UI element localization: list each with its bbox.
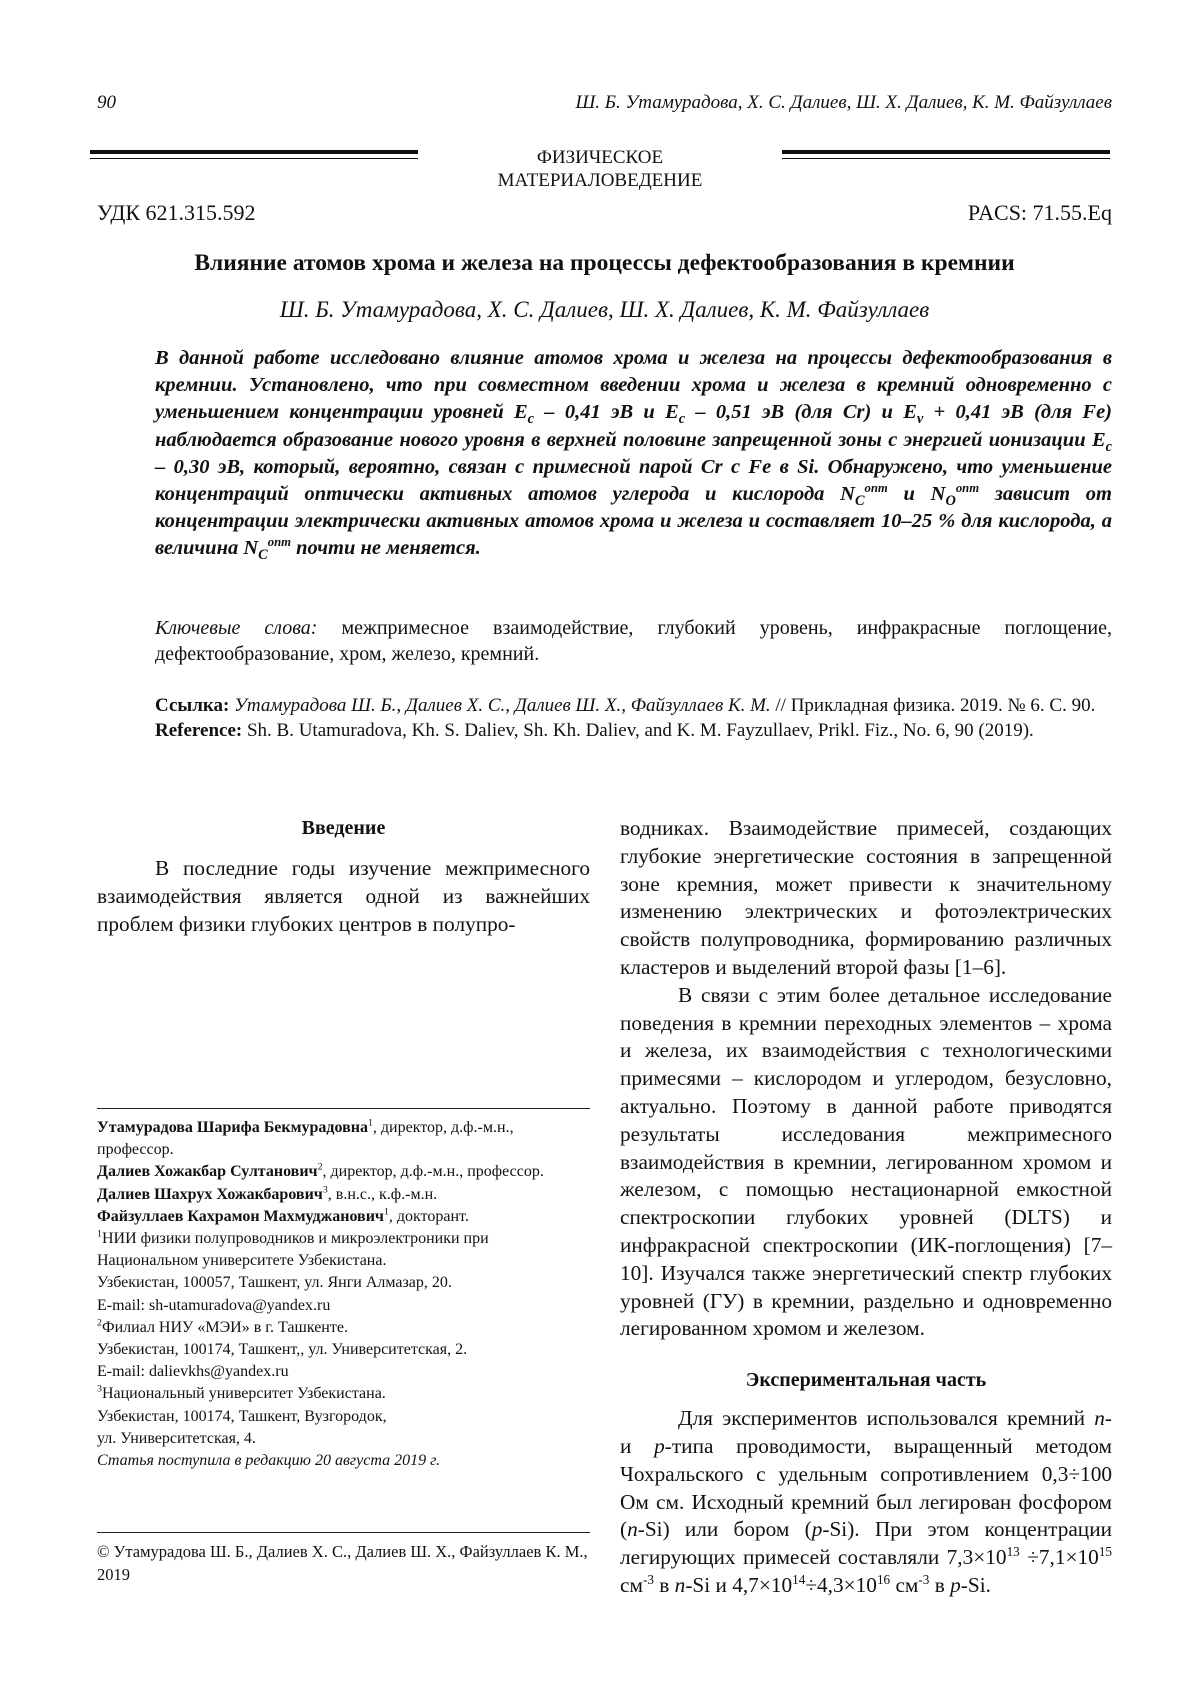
affiliation-1-address: Узбекистан, 100057, Ташкент, ул. Янги Алмазар, 20. [97,1274,452,1292]
section-rule-left-thin [90,158,418,159]
section-rule-right-thin [782,158,1110,159]
affiliation-3-address-2: ул. Университетская, 4. [97,1429,256,1447]
author-note-4: Файзуллаев Кахрамон Махмуджанович$^1$, докторант. [97,1206,469,1225]
keywords-text: межпримесное взаимодействие, глубокий уровень, инфракрасные поглощение, дефектообразование, хром, железо, кремний. [155,617,1112,665]
page-number: 90 [97,92,116,113]
section-rule-left-thick [90,150,418,154]
affiliation-2-email: E-mail: dalievkhs@yandex.ru [97,1363,289,1381]
section-line-2: МАТЕРИАЛОВЕДЕНИЕ [497,170,703,191]
journal-section-title [460,146,740,192]
running-header-authors: Ш. Б. Утамурадова, Х. С. Далиев, Ш. Х. Далиев, К. М. Файзуллаев [575,92,1112,113]
intro-heading: Введение [301,817,386,839]
intro-paragraph-1-continued: водниках. Взаимодействие примесей, создающих глубокие энергетические состояния в запрещенной зоне кремния, может привести к значительному изменению электрических и фотоэлектрических свойств полупроводника, формированию различных кластеров и выделений второй фазы [1–6]. [620,816,1112,979]
author-note-3: Далиев Шахрух Хожакбарович$^3$, в.н.с., к.ф.-м.н. [97,1184,438,1203]
affiliation-3-address-1: Узбекистан, 100174, Ташкент, Вузгородок, [97,1407,387,1425]
intro-paragraph-2: В связи с этим более детальное исследование поведения в кремнии переходных элементов – хрома и железа, их взаимодействия с технологическими примесями – кислородом и углеродом, безусловно, актуально. Поэтому в данной работе приводятся результаты исследования межпримесного взаимодействия в кремнии, легированном хромом и железом, с помощью нестационарной емкостной спектроскопии глубоких уровней (DLTS) и инфракрасной спектроскопии (ИК-поглощения) [7–10]. Изучался также энергетический спектр глубоких уровней (ГУ) в кремнии, раздельно и одновременно легированном хромом и железом. [620,982,1112,1341]
author-note-1: Утамурадова Шарифа Бекмурадовна$^1$, директор, д.ф.-м.н., профессор. [97,1117,514,1159]
citation-en: Reference: Sh. B. Utamuradova, Kh. S. Daliev, Sh. Kh. Daliev, and K. M. Fayzullaev, Prikl. Fiz., No. 6, 90 (2019). [155,720,1034,741]
section-line-1: ФИЗИЧЕСКОЕ [536,147,664,168]
experiment-heading: Экспериментальная часть [745,1369,987,1392]
citation-ru: Ссылка: Утамурадова Ш. Б., Далиев Х. С., Далиев Ш. Х., Файзуллаев К. М. // Прикладная физика. 2019. № 6. С. 90. [155,695,1096,716]
footnote-separator [97,1108,590,1109]
citation-block [155,693,1112,743]
affiliation-1-email: E-mail: sh-utamuradova@yandex.ru [97,1296,331,1314]
received-date: Статья поступила в редакцию 20 августа 2019 г. [97,1452,441,1470]
affiliation-2-address: Узбекистан, 100174, Ташкент,, ул. Университетская, 2. [97,1341,468,1359]
intro-paragraph-1: В последние годы изучение межпримесного взаимодействия является одной из важнейших проблем физики глубоких центров в полупро- [97,856,590,936]
section-rule-right-thick [782,150,1110,154]
right-column [620,815,1112,1600]
article-authors: Ш. Б. Утамурадова, Х. С. Далиев, Ш. Х. Далиев, К. М. Файзуллаев [279,297,930,322]
udk-code: УДК 621.315.592 [97,200,256,225]
affiliation-1: $^1$НИИ физики полупроводников и микроэлектроники при Национальном университете Узбекистана. [97,1228,489,1270]
keywords [155,615,1112,667]
affiliation-2: $^2$Филиал НИУ «МЭИ» в г. Ташкенте. [97,1317,348,1336]
experiment-paragraph: Для экспериментов использовался кремний n- и p-типа проводимости, выращенный методом Чохральского с удельным сопротивлением 0,3÷100 Ом см. Исходный кремний был легирован фосфором (n-Si) или бором (p-Si). При этом концентрации легирующих примесей составляли $7,3\times 10^{13} \div 7,1\times 10^{15}$ $см^{-3}$ в n-Si и $4,7\times 10^{14}\div 4,3\times 10^{16}$ $см^{-3}$ в p-Si. [620,1406,1112,1597]
pacs-code: PACS: 71.55.Eq [967,200,1112,225]
copyright-separator [97,1532,590,1533]
footnotes [97,1117,590,1472]
article-title: Влияние атомов хрома и железа на процессы дефектообразования в кремнии [194,250,1015,276]
copyright: © Утамурадова Ш. Б., Далиев Х. С., Далиев Ш. Х., Файзуллаев К. М., 2019 [97,1542,588,1584]
author-note-2: Далиев Хожакбар Султанович$^2$, директор, д.ф.-м.н., профессор. [97,1162,544,1181]
keywords-label: Ключевые слова: [155,617,318,639]
affiliation-3: $^3$Национальный университет Узбекистана. [97,1384,386,1403]
left-column [97,815,590,938]
abstract: В данной работе исследовано влияние атомов хрома и железа на процессы дефектообразования в кремнии. Установлено, что при совместном введении хрома и железа в кремний одновременно с уменьшением концентрации уровней $E_c - 0,41$ эВ и $E_c - 0,51$ эВ (для Cr) и $E_v + 0,41$ эВ (для Fe) наблюдается образование нового уровня в верхней половине запрещенной зоны с энергией ионизации $E_c - 0,30$ эВ, который, вероятно, связан с примесной парой Cr с Fe в Si. Обнаружено, что уменьшение концентраций оптически активных атомов углерода и кислорода $N_C^{опт}$ и $N_O^{опт}$ зависит от концентрации электрически активных атомов хрома и железа и составляет 10–25 % для кислорода, а величина $N_C^{опт}$ почти не меняется. [155,347,1113,564]
